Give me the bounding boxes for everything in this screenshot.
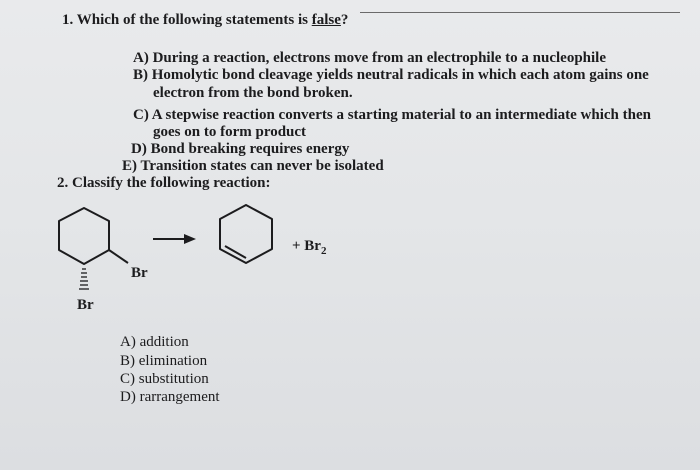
q1-option-b-continuation: electron from the bond broken. [153,85,353,101]
hashed-wedge-bond [79,269,89,289]
q2-option-a[interactable]: A) addition [120,334,189,350]
reaction-arrow-head [184,234,196,244]
reactant-side-chain-bond [109,250,128,263]
question-1-keyword: false [311,12,341,28]
question-1-stem-post: ? [340,12,349,28]
question-2-number: 2. [57,175,69,191]
q1-option-a[interactable]: A) During a reaction, electrons move from an electrophile to a nucleophile [133,50,606,66]
product-cyclohexene-ring [220,205,272,263]
q1-option-b[interactable]: B) Homolytic bond cleavage yields neutral radicals in which each atom gains one [133,67,649,83]
q1-option-d[interactable]: D) Bond breaking requires energy [131,141,350,157]
q1-option-c-continuation: goes on to form product [153,124,307,140]
product-br2-label: + $Br_2$ [292,238,327,257]
q2-option-c[interactable]: C) substitution [120,371,209,387]
q2-option-b[interactable]: B) elimination [120,353,208,369]
q2-option-d[interactable]: D) rarrangement [120,389,220,405]
question-1-number: 1. [62,12,74,28]
reactant-br-label-2: Br [131,265,148,281]
question-2-text: Classify the following reaction: [72,175,271,191]
q1-option-e[interactable]: E) Transition states can never be isolated [122,158,384,174]
q1-option-c[interactable]: C) A stepwise reaction converts a starting material to an intermediate which then [133,107,651,123]
reactant-cyclohexane-ring [59,208,109,264]
product-double-bond [225,246,246,258]
question-1-stem-pre: Which of the following statements is [76,12,312,28]
reactant-br-label-1: Br [77,297,94,313]
